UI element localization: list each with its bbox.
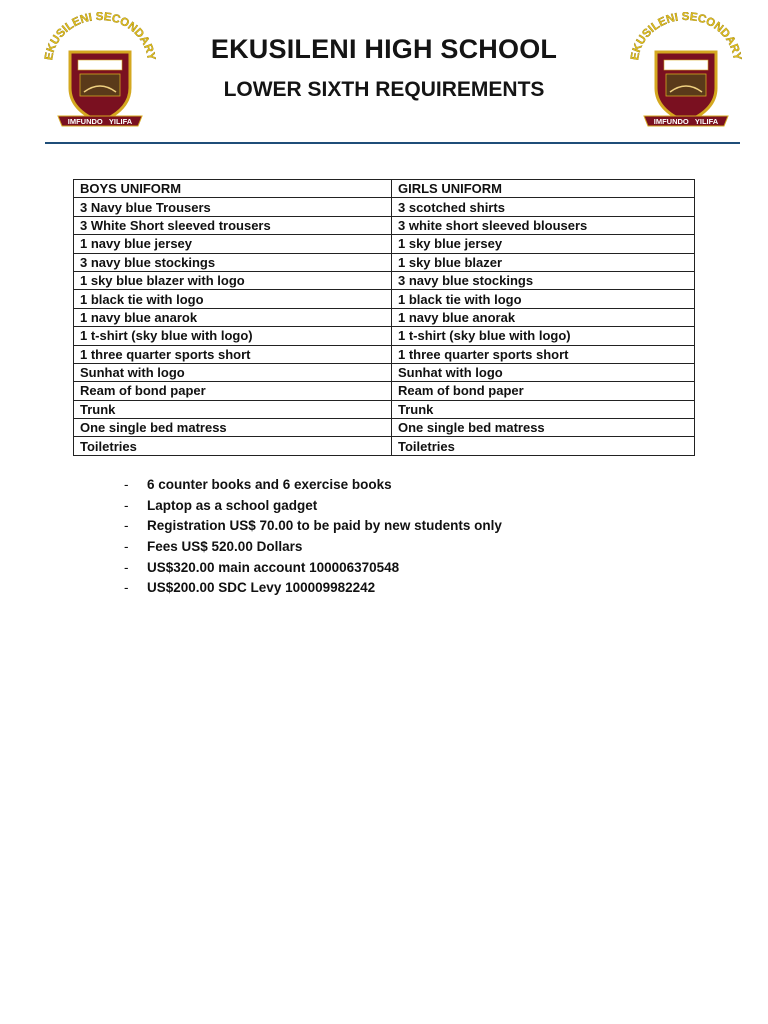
girls-uniform-item: 1 three quarter sports short <box>392 345 695 363</box>
table-row <box>74 345 695 363</box>
boys-uniform-item: Toiletries <box>74 437 392 455</box>
boys-uniform-item: Sunhat with logo <box>74 363 392 381</box>
bullet-dash: - <box>124 518 129 534</box>
table-row <box>74 308 695 326</box>
table-row <box>74 327 695 345</box>
girls-uniform-item: 1 sky blue jersey <box>392 235 695 253</box>
boys-uniform-item: 1 navy blue jersey <box>74 235 392 253</box>
girls-uniform-item: 1 t-shirt (sky blue with logo) <box>392 327 695 345</box>
girls-uniform-header: GIRLS UNIFORM <box>392 180 695 198</box>
table-row <box>74 437 695 455</box>
list-item <box>124 578 502 599</box>
boys-uniform-item: 1 three quarter sports short <box>74 345 392 363</box>
table-row <box>74 400 695 418</box>
svg-text:IMFUNDO YILIFA: IMFUNDO YILIFA <box>653 117 719 126</box>
girls-uniform-item: 3 white short sleeved blousers <box>392 216 695 234</box>
boys-uniform-item: 1 black tie with logo <box>74 290 392 308</box>
boys-uniform-item: 3 White Short sleeved trousers <box>74 216 392 234</box>
boys-uniform-item: 3 Navy blue Trousers <box>74 198 392 216</box>
list-item-text: US$200.00 SDC Levy 100009982242 <box>147 580 376 596</box>
crest-emblem <box>626 12 746 132</box>
girls-uniform-item: Ream of bond paper <box>392 382 695 400</box>
table-row <box>74 198 695 216</box>
girls-uniform-item: One single bed matress <box>392 419 695 437</box>
bullet-dash: - <box>124 497 129 513</box>
table-row <box>74 235 695 253</box>
girls-uniform-item: Trunk <box>392 400 695 418</box>
girls-uniform-item: 3 scotched shirts <box>392 198 695 216</box>
crest-emblem <box>40 12 160 132</box>
boys-uniform-item: Ream of bond paper <box>74 382 392 400</box>
bullet-dash: - <box>124 580 129 596</box>
uniform-table <box>73 179 695 456</box>
boys-uniform-item: 3 navy blue stockings <box>74 253 392 271</box>
girls-uniform-item: Sunhat with logo <box>392 363 695 381</box>
list-item <box>124 496 502 517</box>
svg-text:EKUSILENI SECONDARY: EKUSILENI SECONDARY <box>629 12 743 62</box>
list-item-text: 6 counter books and 6 exercise books <box>147 477 392 492</box>
girls-uniform-item: 3 navy blue stockings <box>392 271 695 289</box>
bullet-dash: - <box>124 539 129 555</box>
school-crest-left <box>40 12 160 132</box>
table-row <box>74 382 695 400</box>
bullet-dash: - <box>124 477 129 492</box>
svg-text:EKUSILENI SECONDARY: EKUSILENI SECONDARY <box>43 12 157 62</box>
table-header-row <box>74 180 695 198</box>
list-item-text: US$320.00 main account 100006370548 <box>147 559 400 575</box>
table-row <box>74 253 695 271</box>
list-item-text: Laptop as a school gadget <box>147 497 318 513</box>
svg-text:IMFUNDO YILIFA: IMFUNDO YILIFA <box>67 117 133 126</box>
extra-requirements-list <box>124 475 502 599</box>
list-item <box>124 537 502 558</box>
table-row <box>74 419 695 437</box>
page-subtitle: LOWER SIXTH REQUIREMENTS <box>223 78 545 101</box>
table-row <box>74 271 695 289</box>
boys-uniform-item: Trunk <box>74 400 392 418</box>
table-row <box>74 363 695 381</box>
list-item <box>124 475 502 496</box>
table-row <box>74 290 695 308</box>
list-item-text: Fees US$ 520.00 Dollars <box>147 539 303 555</box>
header-divider <box>45 142 740 144</box>
girls-uniform-item: 1 sky blue blazer <box>392 253 695 271</box>
girls-uniform-item: 1 navy blue anorak <box>392 308 695 326</box>
boys-uniform-item: One single bed matress <box>74 419 392 437</box>
list-item <box>124 516 502 537</box>
boys-uniform-item: 1 sky blue blazer with logo <box>74 271 392 289</box>
boys-uniform-header: BOYS UNIFORM <box>74 180 392 198</box>
table-row <box>74 216 695 234</box>
page-title: EKUSILENI HIGH SCHOOL <box>210 34 558 64</box>
girls-uniform-item: 1 black tie with logo <box>392 290 695 308</box>
girls-uniform-item: Toiletries <box>392 437 695 455</box>
bullet-dash: - <box>124 559 129 575</box>
list-item-text: Registration US$ 70.00 to be paid by new students only <box>147 518 502 534</box>
list-item <box>124 558 502 579</box>
school-crest-right <box>626 12 746 132</box>
boys-uniform-item: 1 navy blue anarok <box>74 308 392 326</box>
boys-uniform-item: 1 t-shirt (sky blue with logo) <box>74 327 392 345</box>
